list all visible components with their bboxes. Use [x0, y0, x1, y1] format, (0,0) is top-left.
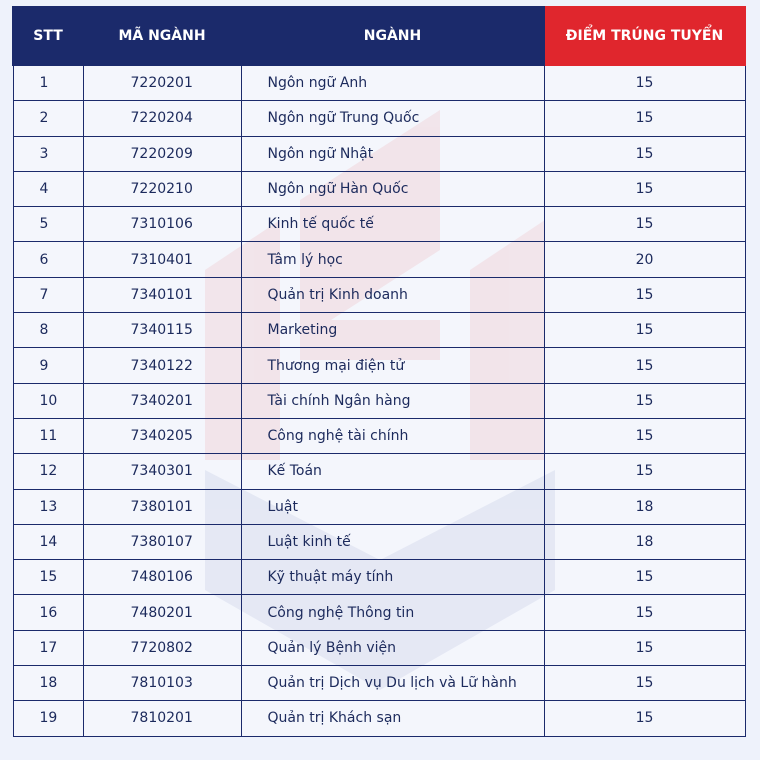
row-stt: 12 [13, 454, 83, 489]
row-score: 18 [544, 489, 745, 524]
row-stt: 18 [13, 666, 83, 701]
row-major: Luật kinh tế [241, 524, 544, 559]
row-score: 15 [544, 701, 745, 736]
row-major: Công nghệ tài chính [241, 418, 544, 453]
row-major-code: 7340101 [83, 277, 241, 312]
table-row [13, 277, 745, 312]
row-major-code: 7340122 [83, 348, 241, 383]
row-stt: 1 [13, 65, 83, 101]
row-major: Ngôn ngữ Nhật [241, 136, 544, 171]
table-row [13, 65, 745, 101]
row-stt: 15 [13, 560, 83, 595]
row-major-code: 7810103 [83, 666, 241, 701]
row-score: 15 [544, 171, 745, 206]
row-major-code: 7340201 [83, 383, 241, 418]
row-score: 15 [544, 313, 745, 348]
row-score: 15 [544, 277, 745, 312]
header-major-code: MÃ NGÀNH [83, 7, 241, 65]
table-row [13, 242, 745, 277]
row-major-code: 7310106 [83, 207, 241, 242]
header-score: ĐIỂM TRÚNG TUYỂN [544, 7, 745, 65]
row-major-code: 7340205 [83, 418, 241, 453]
row-stt: 19 [13, 701, 83, 736]
row-stt: 8 [13, 313, 83, 348]
row-major: Marketing [241, 313, 544, 348]
header-stt: STT [13, 7, 83, 65]
table-row [13, 136, 745, 171]
row-major: Quản trị Khách sạn [241, 701, 544, 736]
row-major-code: 7380107 [83, 524, 241, 559]
row-stt: 7 [13, 277, 83, 312]
row-stt: 13 [13, 489, 83, 524]
row-major: Ngôn ngữ Hàn Quốc [241, 171, 544, 206]
row-stt: 4 [13, 171, 83, 206]
row-score: 15 [544, 630, 745, 665]
row-major: Quản trị Kinh doanh [241, 277, 544, 312]
admission-score-table [12, 6, 746, 737]
row-stt: 11 [13, 418, 83, 453]
table-row [13, 348, 745, 383]
row-major-code: 7220201 [83, 65, 241, 101]
row-major-code: 7220210 [83, 171, 241, 206]
row-stt: 2 [13, 101, 83, 136]
row-score: 15 [544, 65, 745, 101]
row-major: Công nghệ Thông tin [241, 595, 544, 630]
row-stt: 5 [13, 207, 83, 242]
row-stt: 3 [13, 136, 83, 171]
row-score: 18 [544, 524, 745, 559]
row-score: 15 [544, 207, 745, 242]
table-row [13, 666, 745, 701]
row-major: Tài chính Ngân hàng [241, 383, 544, 418]
table-row [13, 418, 745, 453]
row-score: 15 [544, 101, 745, 136]
row-score: 15 [544, 418, 745, 453]
table-row [13, 207, 745, 242]
row-score: 20 [544, 242, 745, 277]
row-major-code: 7380101 [83, 489, 241, 524]
table-row [13, 524, 745, 559]
row-major: Ngôn ngữ Anh [241, 65, 544, 101]
table-row [13, 101, 745, 136]
row-stt: 14 [13, 524, 83, 559]
table-row [13, 560, 745, 595]
row-major-code: 7480201 [83, 595, 241, 630]
row-major-code: 7810201 [83, 701, 241, 736]
table-row [13, 383, 745, 418]
row-major: Kinh tế quốc tế [241, 207, 544, 242]
row-major-code: 7720802 [83, 630, 241, 665]
row-major-code: 7220209 [83, 136, 241, 171]
row-major: Tâm lý học [241, 242, 544, 277]
row-score: 15 [544, 383, 745, 418]
header-major: NGÀNH [241, 7, 544, 65]
row-score: 15 [544, 454, 745, 489]
row-stt: 17 [13, 630, 83, 665]
row-major: Ngôn ngữ Trung Quốc [241, 101, 544, 136]
table-row [13, 313, 745, 348]
row-major-code: 7340115 [83, 313, 241, 348]
row-stt: 10 [13, 383, 83, 418]
row-stt: 6 [13, 242, 83, 277]
table-row [13, 171, 745, 206]
table-row [13, 595, 745, 630]
table-header-row [13, 7, 745, 65]
table-row [13, 454, 745, 489]
row-score: 15 [544, 595, 745, 630]
row-major: Kỹ thuật máy tính [241, 560, 544, 595]
table-row [13, 489, 745, 524]
table-row [13, 701, 745, 736]
row-major: Luật [241, 489, 544, 524]
row-major-code: 7340301 [83, 454, 241, 489]
row-major: Kế Toán [241, 454, 544, 489]
row-score: 15 [544, 666, 745, 701]
row-major-code: 7480106 [83, 560, 241, 595]
row-major-code: 7310401 [83, 242, 241, 277]
row-major: Thương mại điện tử [241, 348, 544, 383]
row-score: 15 [544, 560, 745, 595]
row-score: 15 [544, 348, 745, 383]
row-score: 15 [544, 136, 745, 171]
row-major-code: 7220204 [83, 101, 241, 136]
table-row [13, 630, 745, 665]
row-stt: 16 [13, 595, 83, 630]
row-major: Quản lý Bệnh viện [241, 630, 544, 665]
row-stt: 9 [13, 348, 83, 383]
row-major: Quản trị Dịch vụ Du lịch và Lữ hành [241, 666, 544, 701]
